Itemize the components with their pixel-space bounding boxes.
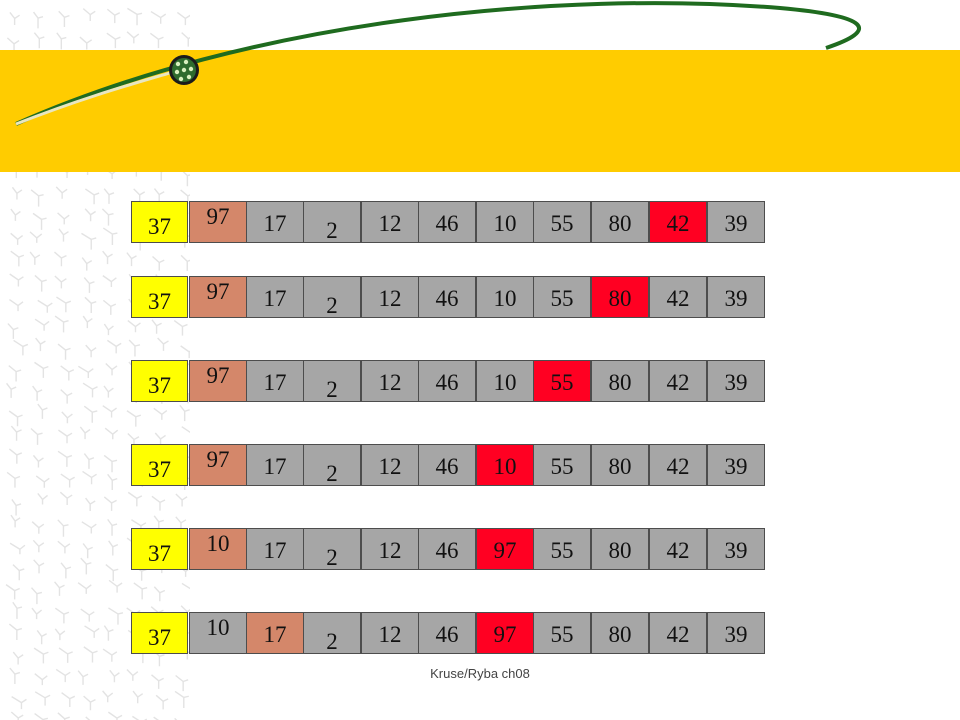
- cell-value: 10: [493, 286, 517, 311]
- swoosh-curve: [16, 3, 859, 124]
- array-cell: [303, 528, 361, 570]
- array-cell: [246, 444, 304, 486]
- array-cell: [533, 276, 591, 318]
- cell-value: 55: [550, 370, 574, 395]
- array-cell: [649, 528, 707, 570]
- cell-value: 2: [326, 545, 338, 570]
- cell-value: 42: [666, 286, 690, 311]
- array-cell: [361, 528, 419, 570]
- array-cell: [649, 612, 707, 654]
- cell-value: 2: [326, 377, 338, 402]
- cell-value: 12: [378, 370, 402, 395]
- cell-value: 12: [378, 538, 402, 563]
- cell-value: 2: [326, 293, 338, 318]
- green-orb-icon: [169, 55, 199, 85]
- array-cell: [303, 444, 361, 486]
- array-cell: [418, 444, 476, 486]
- cell-value: 39: [724, 211, 748, 236]
- array-cell: [707, 201, 765, 243]
- cell-value: 80: [608, 211, 632, 236]
- cell-value: 42: [666, 538, 690, 563]
- array-cell: [189, 528, 247, 570]
- cell-value: 46: [435, 622, 459, 647]
- array-cell: [189, 360, 247, 402]
- pivot-value: 37: [148, 214, 171, 239]
- array-cell: [533, 360, 591, 402]
- pivot-value: 37: [148, 541, 171, 566]
- array-cell: [361, 360, 419, 402]
- cell-value: 17: [263, 286, 287, 311]
- pivot-value: 37: [148, 289, 171, 314]
- array-cell: [476, 612, 534, 654]
- array-cell: [707, 444, 765, 486]
- array-row: [0, 201, 960, 243]
- array-cell: [246, 612, 304, 654]
- array-row: [0, 360, 960, 402]
- array-cell: [476, 276, 534, 318]
- cell-value: 10: [206, 531, 230, 556]
- array-cell: [189, 612, 247, 654]
- cell-value: 80: [608, 538, 632, 563]
- cell-value: 17: [263, 622, 287, 647]
- array-cell: [649, 201, 707, 243]
- cell-value: 80: [608, 454, 632, 479]
- swoosh-tail: [16, 70, 180, 124]
- cell-value: 80: [608, 370, 632, 395]
- cell-value: 46: [435, 286, 459, 311]
- cell-value: 39: [724, 622, 748, 647]
- cell-value: 17: [263, 370, 287, 395]
- cell-value: 97: [206, 363, 230, 388]
- cell-value: 12: [378, 211, 402, 236]
- array-cell: [476, 360, 534, 402]
- cell-value: 42: [666, 370, 690, 395]
- array-cell: [707, 612, 765, 654]
- cell-value: 39: [724, 538, 748, 563]
- cell-value: 97: [206, 279, 230, 304]
- array-row: [0, 528, 960, 570]
- array-cell: [303, 360, 361, 402]
- array-cell: [707, 276, 765, 318]
- pivot-cell: [131, 276, 188, 318]
- cell-value: 39: [724, 454, 748, 479]
- array-cell: [189, 276, 247, 318]
- array-cell: [533, 201, 591, 243]
- array-cell: [361, 612, 419, 654]
- cell-value: 12: [378, 286, 402, 311]
- array-cell: [476, 444, 534, 486]
- cell-value: 17: [263, 211, 287, 236]
- array-cell: [591, 201, 649, 243]
- array-cell: [591, 276, 649, 318]
- pivot-cell: [131, 201, 188, 243]
- pivot-value: 37: [148, 373, 171, 398]
- cell-value: 39: [724, 286, 748, 311]
- cell-value: 46: [435, 370, 459, 395]
- cell-value: 42: [666, 454, 690, 479]
- pivot-value: 37: [148, 625, 171, 650]
- array-cell: [303, 276, 361, 318]
- array-cell: [361, 201, 419, 243]
- array-cell: [649, 276, 707, 318]
- cell-value: 2: [326, 218, 338, 243]
- cell-value: 55: [550, 538, 574, 563]
- array-cell: [591, 528, 649, 570]
- array-cell: [707, 360, 765, 402]
- pivot-cell: [131, 528, 188, 570]
- cell-value: 55: [550, 286, 574, 311]
- cell-value: 97: [493, 538, 517, 563]
- cell-value: 42: [666, 211, 690, 236]
- array-cell: [533, 528, 591, 570]
- array-cell: [303, 201, 361, 243]
- cell-value: 97: [206, 447, 230, 472]
- cell-value: 12: [378, 622, 402, 647]
- cell-value: 80: [608, 286, 632, 311]
- array-cell: [246, 528, 304, 570]
- array-row: [0, 612, 960, 654]
- cell-value: 97: [493, 622, 517, 647]
- array-cell: [591, 612, 649, 654]
- pivot-value: 37: [148, 457, 171, 482]
- cell-value: 55: [550, 211, 574, 236]
- array-cell: [649, 444, 707, 486]
- cell-value: 97: [206, 204, 230, 229]
- header-swoosh: [0, 0, 960, 180]
- array-cell: [418, 528, 476, 570]
- array-cell: [418, 612, 476, 654]
- array-cell: [707, 528, 765, 570]
- cell-value: 17: [263, 538, 287, 563]
- cell-value: 42: [666, 622, 690, 647]
- array-cell: [533, 444, 591, 486]
- array-cell: [533, 612, 591, 654]
- cell-value: 46: [435, 211, 459, 236]
- array-cell: [246, 201, 304, 243]
- cell-value: 55: [550, 622, 574, 647]
- pivot-cell: [131, 612, 188, 654]
- array-cell: [418, 201, 476, 243]
- cell-value: 10: [493, 211, 517, 236]
- cell-value: 17: [263, 454, 287, 479]
- pivot-cell: [131, 360, 188, 402]
- array-cell: [591, 360, 649, 402]
- pivot-cell: [131, 444, 188, 486]
- cell-value: 10: [493, 370, 517, 395]
- cell-value: 80: [608, 622, 632, 647]
- array-cell: [591, 444, 649, 486]
- array-cell: [476, 528, 534, 570]
- footer-credit: Kruse/Ryba ch08: [430, 666, 530, 681]
- array-row: [0, 444, 960, 486]
- array-cell: [361, 444, 419, 486]
- array-cell: [246, 360, 304, 402]
- cell-value: 39: [724, 370, 748, 395]
- array-cell: [361, 276, 419, 318]
- array-cell: [418, 360, 476, 402]
- array-cell: [189, 444, 247, 486]
- array-row: [0, 276, 960, 318]
- array-cell: [418, 276, 476, 318]
- cell-value: 10: [206, 615, 230, 640]
- cell-value: 46: [435, 538, 459, 563]
- cell-value: 55: [550, 454, 574, 479]
- cell-value: 10: [493, 454, 517, 479]
- cell-value: 2: [326, 461, 338, 486]
- array-cell: [476, 201, 534, 243]
- cell-value: 12: [378, 454, 402, 479]
- array-cell: [189, 201, 247, 243]
- cell-value: 2: [326, 629, 338, 654]
- array-cell: [246, 276, 304, 318]
- cell-value: 46: [435, 454, 459, 479]
- array-cell: [649, 360, 707, 402]
- array-cell: [303, 612, 361, 654]
